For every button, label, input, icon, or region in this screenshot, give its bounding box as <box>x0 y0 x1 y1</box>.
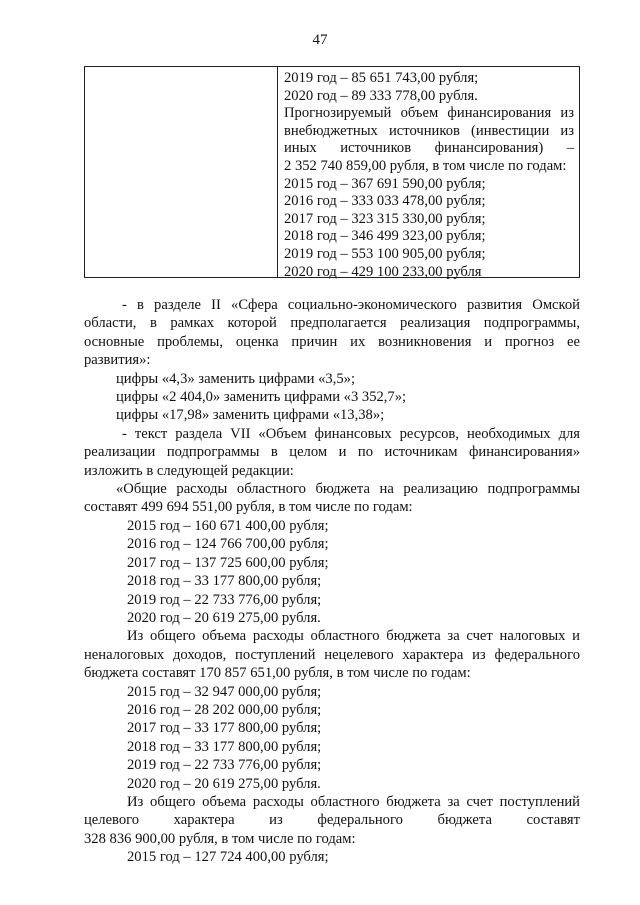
body-line: 2018 год – 33 177 800,00 рубля; <box>127 573 322 590</box>
table-cell-line: 2019 год – 85 651 743,00 рубля; <box>284 70 479 86</box>
body-line: 2015 год – 127 724 400,00 рубля; <box>127 849 329 866</box>
body-line: цифры «2 404,0» заменить цифрами «3 352,7»; <box>116 389 407 406</box>
body-line: 2017 год – 137 725 600,00 рубля; <box>127 554 329 571</box>
table-cell-line: 2 352 740 859,00 рубля, в том числе по годам: <box>284 157 567 174</box>
body-line: 2016 год – 28 202 000,00 рубля; <box>127 701 322 718</box>
body-line: - текст раздела VII «Объем финансовых ресурсов, необходимых для <box>122 425 580 442</box>
body-line: 2019 год – 22 733 776,00 рубля; <box>127 757 322 774</box>
table-cell-line: 2020 год – 89 333 778,00 рубля. <box>284 87 478 104</box>
body-line: цифры «17,98» заменить цифрами «13,38»; <box>116 407 385 424</box>
body-line: 2020 год – 20 619 275,00 рубля. <box>127 609 321 626</box>
body-line: основные проблемы, оценка причин их возникновения и прогноз ее <box>84 333 580 350</box>
page-number: 47 <box>312 32 328 48</box>
body-line: 2017 год – 33 177 800,00 рубля; <box>127 720 322 737</box>
body-line: развития»: <box>84 352 151 369</box>
body-line: 2015 год – 32 947 000,00 рубля; <box>127 683 322 700</box>
table-cell-line: Прогнозируемый объем финансирования из <box>284 105 574 122</box>
body-line: реализации подпрограммы в целом и по источникам финансирования» <box>84 444 580 461</box>
table-cell-line: 2019 год – 553 100 905,00 рубля; <box>284 245 486 262</box>
body-line: составят 499 694 551,00 рубля, в том числе по годам: <box>84 499 413 516</box>
body-line: Из общего объема расходы областного бюджета за счет поступлений <box>127 793 580 810</box>
body-line: Из общего объема расходы областного бюджета за счет налоговых и <box>127 628 580 645</box>
table-cell-line: 2017 год – 323 315 330,00 рубля; <box>284 210 486 227</box>
table-column-divider <box>277 67 278 277</box>
body-line: области, в рамках которой предполагается реализация подпрограммы, <box>84 315 580 332</box>
body-line: цифры «4,3» заменить цифрами «3,5»; <box>116 370 356 387</box>
body-line: 2020 год – 20 619 275,00 рубля. <box>127 775 321 792</box>
body-line: 2019 год – 22 733 776,00 рубля; <box>127 591 322 608</box>
body-line: изложить в следующей редакции: <box>84 462 294 479</box>
body-line: 2016 год – 124 766 700,00 рубля; <box>127 536 329 553</box>
body-line: 2018 год – 33 177 800,00 рубля; <box>127 738 322 755</box>
body-line: - в разделе II «Сфера социально-экономического развития Омской <box>122 297 580 313</box>
table-cell-line: 2015 год – 367 691 590,00 рубля; <box>284 175 486 192</box>
body-line: «Общие расходы областного бюджета на реализацию подпрограммы <box>116 481 580 498</box>
body-line: целевого характера из федерального бюджета составят <box>84 812 580 829</box>
body-line: 2015 год – 160 671 400,00 рубля; <box>127 517 329 534</box>
table-cell-line: 2016 год – 333 033 478,00 рубля; <box>284 193 486 210</box>
table-cell-line: внебюджетных источников (инвестиции из <box>284 122 574 139</box>
table-cell-line: 2020 год – 429 100 233,00 рубля <box>284 263 482 280</box>
body-line: 328 836 900,00 рубля, в том числе по годам: <box>84 830 356 847</box>
document-body <box>84 296 580 867</box>
table-cell-line: 2018 год – 346 499 323,00 рубля; <box>284 228 486 245</box>
table-cell-line: иных источников финансирования) – <box>284 140 574 157</box>
body-line: неналоговых доходов, поступлений нецелевого характера из федерального <box>84 646 580 663</box>
body-line: бюджета составят 170 857 651,00 рубля, в том числе по годам: <box>84 665 471 682</box>
table-right-cell <box>284 70 574 281</box>
financing-table <box>84 66 580 278</box>
